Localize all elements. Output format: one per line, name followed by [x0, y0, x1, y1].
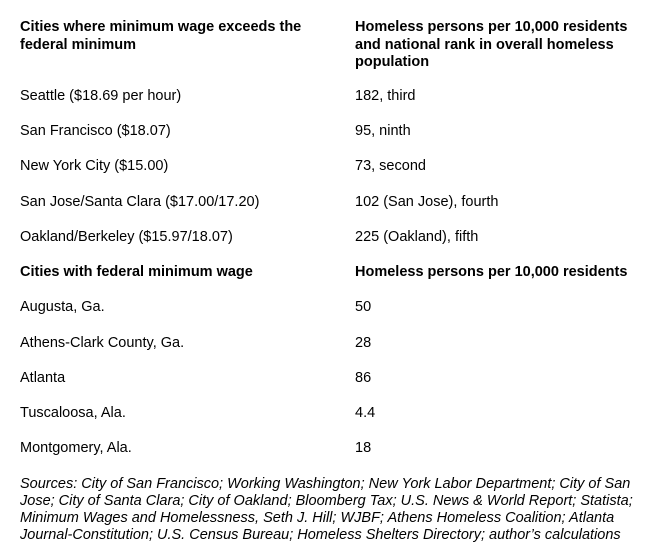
city-cell: Atlanta: [20, 370, 66, 386]
city-cell: Oakland/Berkeley ($15.97/18.07): [20, 229, 233, 245]
value-cell: 4.4: [355, 405, 376, 421]
value-cell: 225 (Oakland), fifth: [355, 229, 479, 245]
header-homeless-rank: Homeless persons per 10,000 residents and national rank in overall homeless population: [355, 19, 628, 70]
header-cities-federal: Cities with federal minimum wage: [20, 264, 253, 280]
sources-note: Sources: City of San Francisco; Working Washington; New York Labor Department; City of San Jose; City of Santa Clara; City of Oakland; Bloomberg Tax; U.S. News & World Report; Statista; Minimum Wages and Homelessness, Seth J. Hill; WJBF; Athens Homeless Coalition; Atlanta Journal-Constitution; U.S. Census Bureau; Homeless Shelters Directory; author’s calculations: [20, 476, 633, 543]
city-cell: Athens-Clark County, Ga.: [20, 335, 185, 351]
city-cell: Tuscaloosa, Ala.: [20, 405, 126, 421]
city-cell: Augusta, Ga.: [20, 299, 105, 315]
header-cities-above-federal: Cities where minimum wage exceeds the federal minimum: [20, 19, 302, 53]
city-cell: San Jose/Santa Clara ($17.00/17.20): [20, 194, 260, 210]
city-cell: New York City ($15.00): [20, 158, 169, 174]
header-homeless-per-10000: Homeless persons per 10,000 residents: [355, 264, 628, 280]
value-cell: 28: [355, 335, 372, 351]
value-cell: 182, third: [355, 88, 416, 104]
value-cell: 50: [355, 299, 372, 315]
value-cell: 18: [355, 440, 372, 456]
value-cell: 95, ninth: [355, 123, 411, 139]
value-cell: 102 (San Jose), fourth: [355, 194, 499, 210]
city-cell: Seattle ($18.69 per hour): [20, 88, 182, 104]
value-cell: 86: [355, 370, 372, 386]
city-cell: Montgomery, Ala.: [20, 440, 132, 456]
city-cell: San Francisco ($18.07): [20, 123, 171, 139]
value-cell: 73, second: [355, 158, 426, 174]
